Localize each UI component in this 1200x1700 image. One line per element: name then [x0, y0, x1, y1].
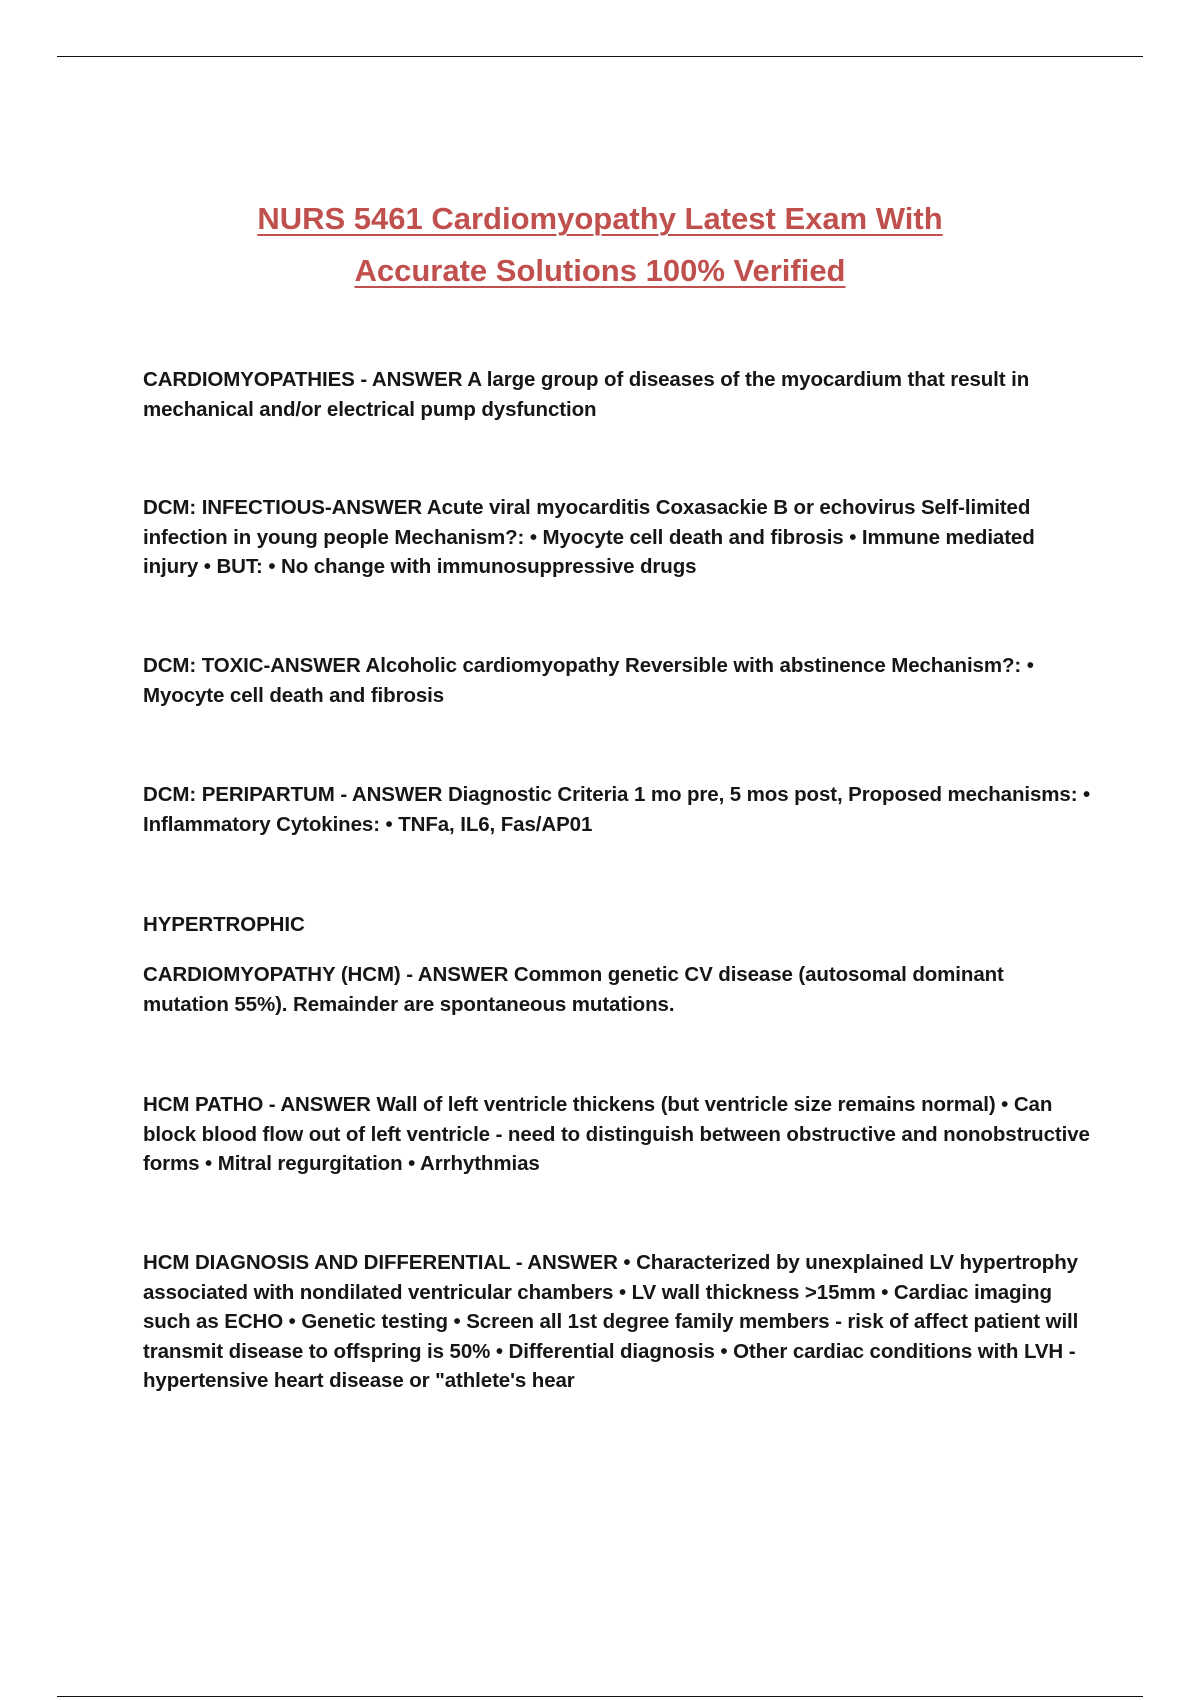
entry-dcm-infectious: DCM: INFECTIOUS-ANSWER Acute viral myocarditis Coxasackie B or echovirus Self-limited infection in young people Mechanism?: • Myocyte cell death and fibrosis • Immune mediated injury • BUT: • No change with immunosuppressive drugs — [143, 496, 1035, 578]
title-line-2: Accurate Solutions 100% Verified — [354, 253, 846, 288]
entry-hypertrophic-heading: HYPERTROPHIC — [143, 913, 305, 936]
entry-cardiomyopathies: CARDIOMYOPATHIES - ANSWER A large group of diseases of the myocardium that result in mechanical and/or electrical pump dysfunction — [143, 368, 1030, 421]
entry-dcm-toxic: DCM: TOXIC-ANSWER Alcoholic cardiomyopathy Reversible with abstinence Mechanism?: • Myocyte cell death and fibrosis — [143, 654, 1034, 707]
document-title — [120, 193, 1080, 297]
top-rule — [57, 56, 1143, 57]
entry-dcm-peripartum: DCM: PERIPARTUM - ANSWER Diagnostic Criteria 1 mo pre, 5 mos post, Proposed mechanisms: • Inflammatory Cytokines: • TNFa, IL6, Fas/AP01 — [143, 783, 1091, 836]
entry-hcm: CARDIOMYOPATHY (HCM) - ANSWER Common genetic CV disease (autosomal dominant mutation 55%). Remainder are spontaneous mutations. — [143, 963, 1004, 1016]
bottom-rule — [57, 1696, 1143, 1697]
entry-hcm-diagnosis: HCM DIAGNOSIS AND DIFFERENTIAL - ANSWER • Characterized by unexplained LV hypertrophy associated with nondilated ventricular chambers • LV wall thickness >15mm • Cardiac imaging such as ECHO • Genetic testing • Screen all 1st degree family members - risk of affect patient will transmit disease to offspring is 50% • Differential diagnosis • Other cardiac conditions with LVH - hypertensive heart disease or "athlete's hear — [143, 1251, 1079, 1392]
title-line-1: NURS 5461 Cardiomyopathy Latest Exam With — [257, 201, 943, 236]
entry-hcm-patho: HCM PATHO - ANSWER Wall of left ventricle thickens (but ventricle size remains normal) • Can block blood flow out of left ventricle - need to distinguish between obstructive and nonobstructive forms • Mitral regurgitation • Arrhythmias — [143, 1093, 1090, 1175]
